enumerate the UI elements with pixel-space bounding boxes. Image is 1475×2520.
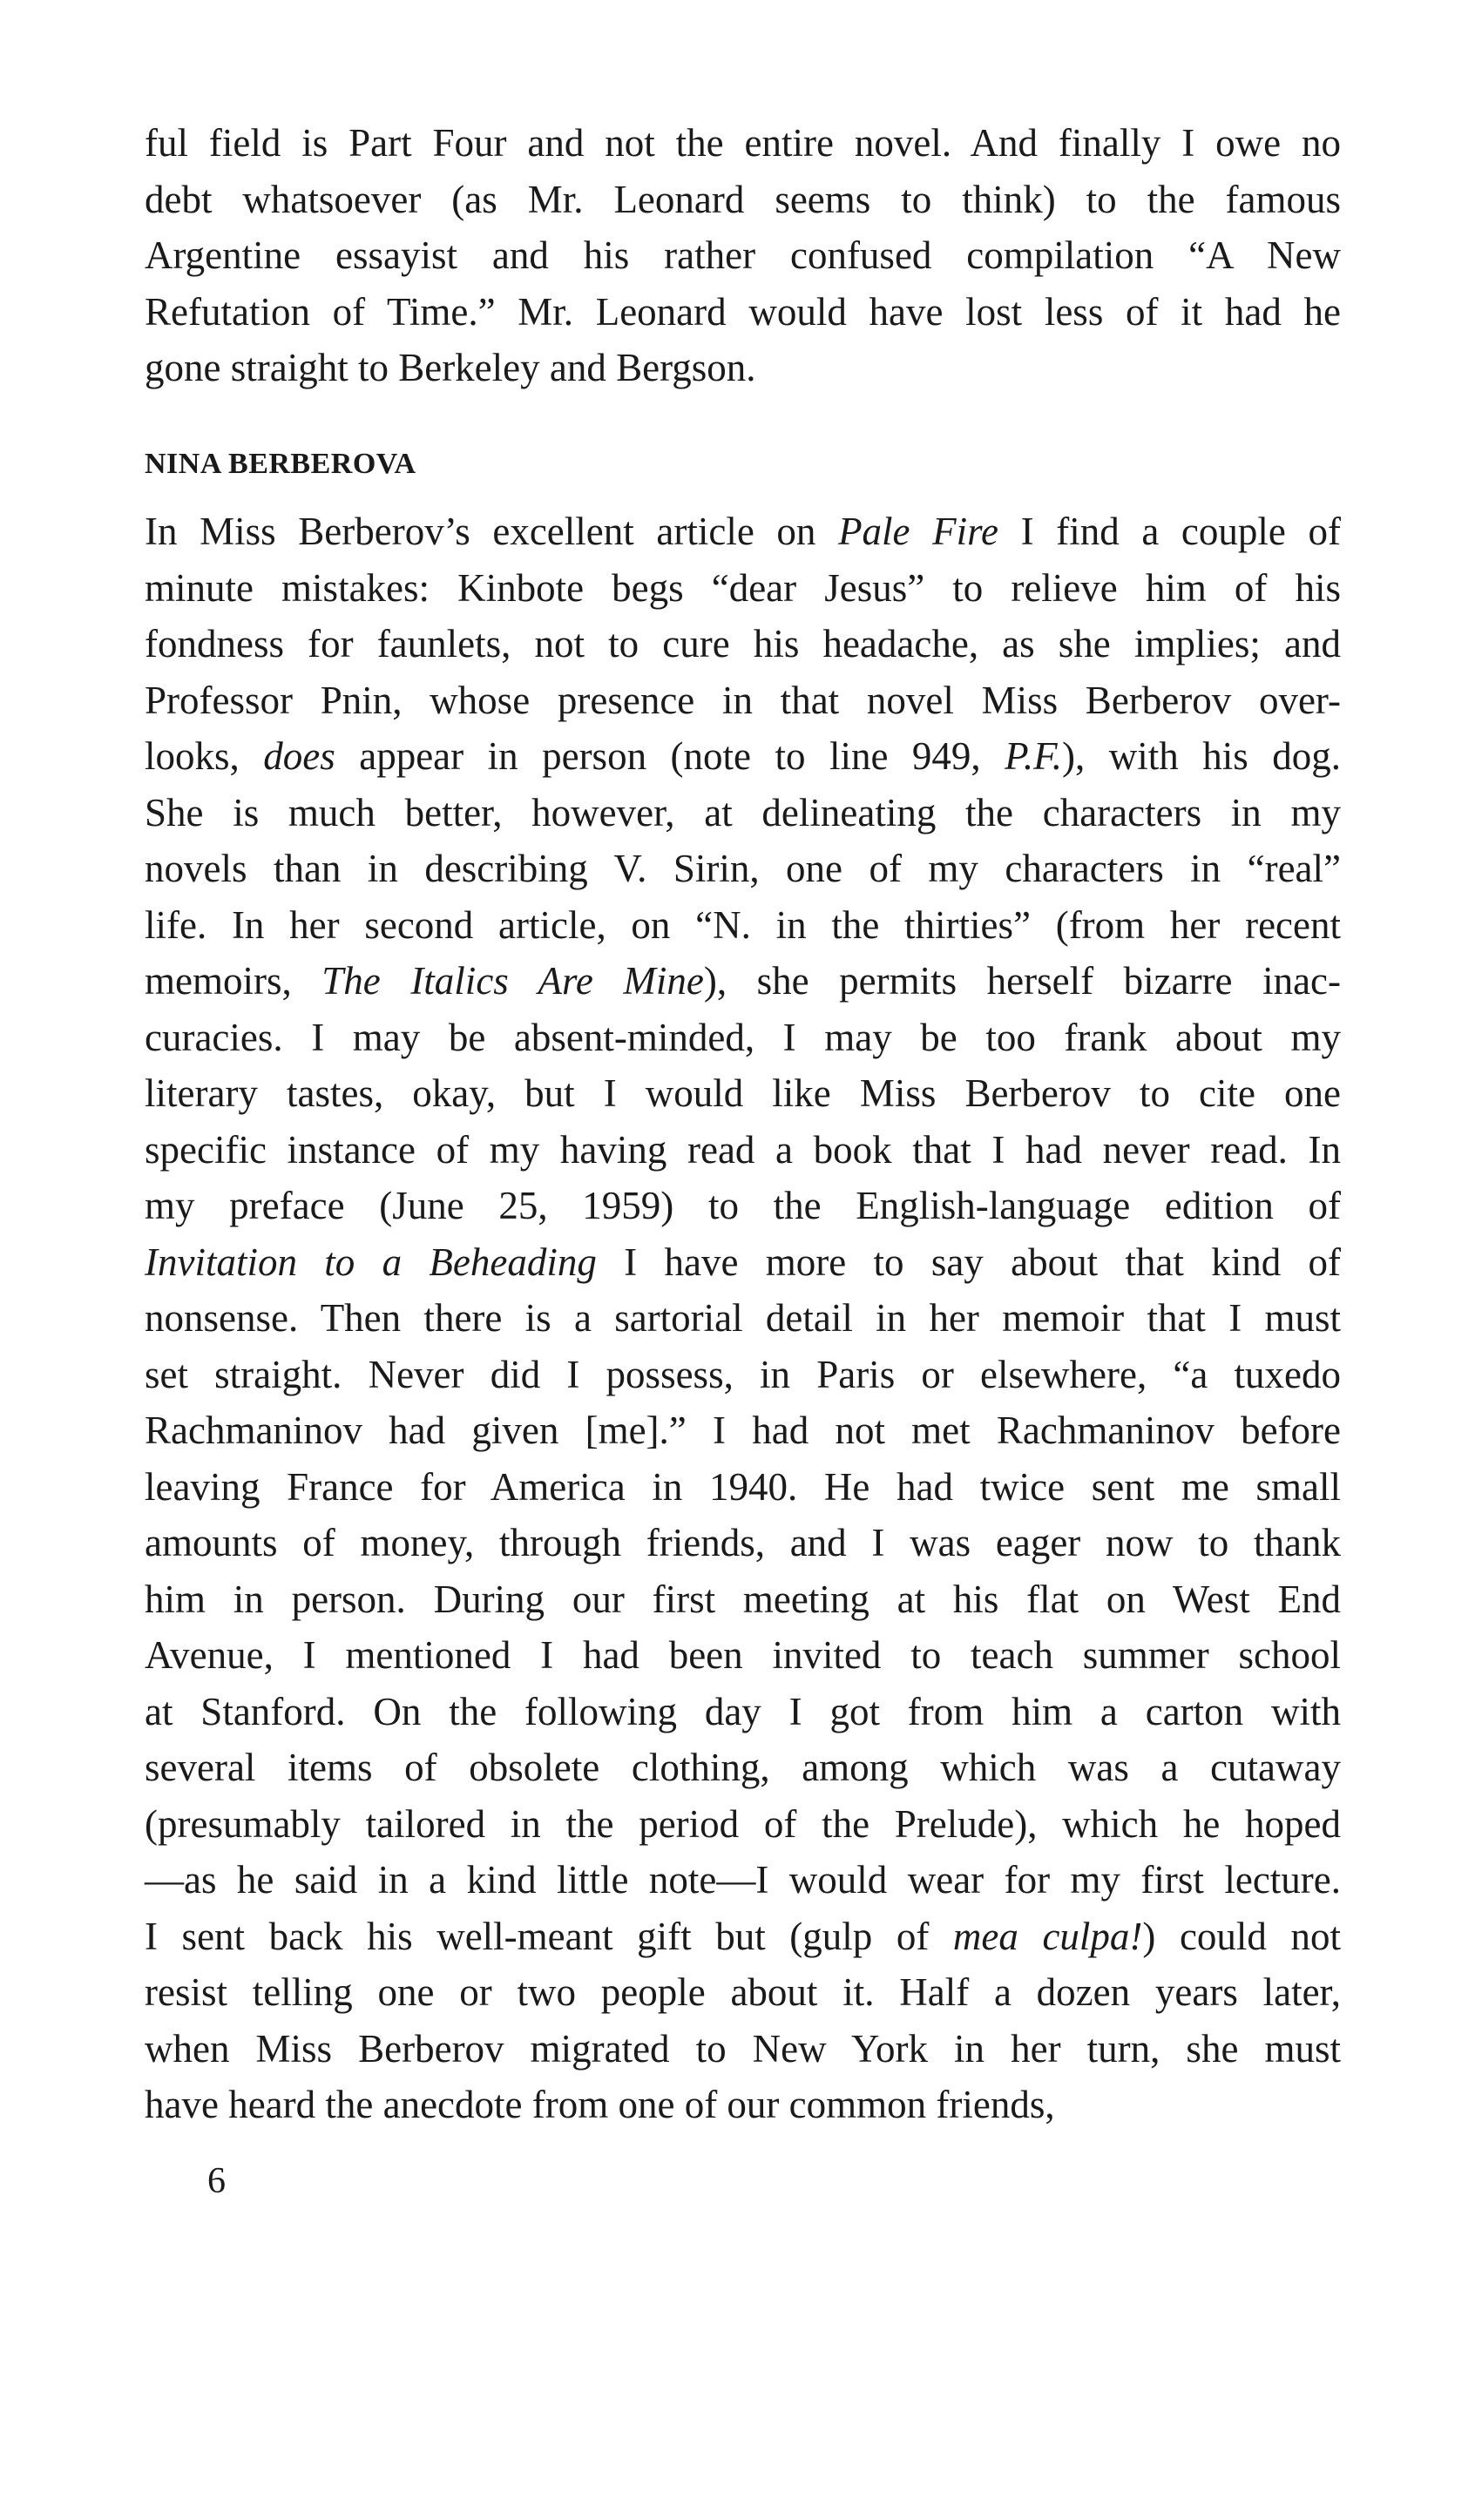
- text-segment: novels than in describing V. Sirin, one of my characters in “real”: [145, 847, 1341, 890]
- text-segment: ), she permits herself bizarre inac-: [703, 959, 1342, 1003]
- text-line: [145, 1459, 1341, 1516]
- text-line: [145, 560, 1341, 617]
- text-segment: looks,: [145, 734, 264, 778]
- text-line: [145, 1122, 1341, 1179]
- text-segment: him in person. During our first meeting at his flat on West End: [145, 1577, 1341, 1621]
- text-segment: set straight. Never did I possess, in Paris or elsewhere, “a tuxedo: [145, 1352, 1341, 1396]
- text-line: [145, 1515, 1341, 1571]
- text-segment: when Miss Berberov migrated to New York in her turn, she must: [145, 2026, 1341, 2071]
- text-line: gone straight to Berkeley and Bergson.: [145, 346, 756, 389]
- text-segment: at Stanford. On the following day I got from him a carton with: [145, 1689, 1341, 1733]
- text-segment: ) could not: [1142, 1914, 1341, 1958]
- text-line: [145, 2021, 1341, 2077]
- text-line: [145, 1290, 1341, 1347]
- text-segment: specific instance of my having read a book that I had never read. In: [145, 1127, 1341, 1172]
- text-segment: memoirs,: [145, 959, 322, 1003]
- text-line: Argentine essayist and his rather confused compilation “A New: [145, 233, 1341, 277]
- text-line: [145, 1571, 1341, 1628]
- text-line: [145, 2077, 1341, 2133]
- text-segment: I have more to say about that kind of: [596, 1240, 1341, 1284]
- text-segment: I sent back his well-meant gift but (gulp of: [145, 1914, 953, 1958]
- text-line: [145, 616, 1341, 672]
- text-line: [145, 785, 1341, 841]
- text-segment: literary tastes, okay, but I would like Miss Berberov to cite one: [145, 1071, 1341, 1115]
- italic-text: P.F.: [1005, 734, 1063, 778]
- text-line: [145, 1740, 1341, 1796]
- italic-text: The Italics Are Mine: [321, 959, 704, 1003]
- text-segment: several items of obsolete clothing, among which was a cutaway: [145, 1746, 1341, 1789]
- text-segment: my preface (June 25, 1959) to the English-language edition of: [145, 1184, 1341, 1227]
- body-paragraph: [145, 503, 1341, 2133]
- text-segment: Avenue, I mentioned I had been invited to teach summer school: [145, 1633, 1341, 1677]
- italic-text: Invitation to a Beheading: [145, 1240, 597, 1284]
- text-line: [145, 1010, 1341, 1066]
- text-line: [145, 1684, 1341, 1740]
- text-segment: ), with his dog.: [1062, 734, 1341, 778]
- text-line: [145, 1065, 1341, 1122]
- section-heading: NINA BERBEROVA: [145, 448, 416, 480]
- text-line: [145, 503, 1341, 560]
- text-line: [145, 897, 1341, 954]
- italic-text: Pale Fire: [838, 510, 998, 553]
- text-line: Refutation of Time.” Mr. Leonard would have lost less of it had he: [145, 289, 1341, 334]
- text-segment: life. In her second article, on “N. in the thirties” (from her recent: [145, 902, 1341, 947]
- text-segment: minute mistakes: Kinbote begs “dear Jesus” to relieve him of his: [145, 565, 1341, 610]
- text-line: [145, 728, 1341, 785]
- text-segment: have heard the anecdote from one of our common friends,: [145, 2083, 1055, 2126]
- text-segment: resist telling one or two people about it. Half a dozen years later,: [145, 1970, 1341, 2014]
- text-line: [145, 1347, 1341, 1403]
- italic-text: does: [263, 734, 335, 778]
- text-segment: appear in person (note to line 949,: [335, 734, 1005, 778]
- italic-text: mea culpa!: [952, 1914, 1143, 1958]
- text-segment: fondness for faunlets, not to cure his headache, as she implies; and: [145, 622, 1341, 665]
- text-line: debt whatsoever (as Mr. Leonard seems to think) to the famous: [145, 177, 1341, 221]
- text-line: [145, 1234, 1341, 1291]
- text-segment: amounts of money, through friends, and I was eager now to thank: [145, 1521, 1341, 1564]
- text-line: [145, 1852, 1341, 1909]
- text-line: [145, 841, 1341, 897]
- text-segment: (presumably tailored in the period of the Prelude), which he hoped: [145, 1801, 1341, 1846]
- text-line: [145, 1402, 1341, 1459]
- text-segment: leaving France for America in 1940. He had twice sent me small: [145, 1464, 1341, 1509]
- text-line: [145, 1964, 1341, 2021]
- text-segment: I find a couple of: [998, 510, 1341, 553]
- text-segment: In Miss Berberov’s excellent article on: [145, 510, 839, 553]
- text-line: [145, 1627, 1341, 1684]
- text-segment: Professor Pnin, whose presence in that novel Miss Berberov over-: [145, 678, 1341, 722]
- page-number: 6: [207, 2161, 226, 2201]
- text-segment: nonsense. Then there is a sartorial detail in her memoir that I must: [145, 1296, 1341, 1340]
- text-line: [145, 953, 1341, 1010]
- text-segment: —as he said in a kind little note—I would wear for my first lecture.: [145, 1858, 1341, 1902]
- text-segment: Rachmaninov had given [me].” I had not met Rachmaninov before: [145, 1409, 1341, 1452]
- intro-paragraph: [145, 115, 1341, 396]
- text-segment: She is much better, however, at delineating the characters in my: [145, 790, 1341, 834]
- text-line: ful field is Part Four and not the entire novel. And finally I owe no: [145, 121, 1341, 165]
- text-segment: curacies. I may be absent-minded, I may be too frank about my: [145, 1015, 1341, 1059]
- text-line: [145, 1796, 1341, 1853]
- text-line: [145, 1909, 1341, 1965]
- text-line: [145, 672, 1341, 729]
- text-line: [145, 1178, 1341, 1234]
